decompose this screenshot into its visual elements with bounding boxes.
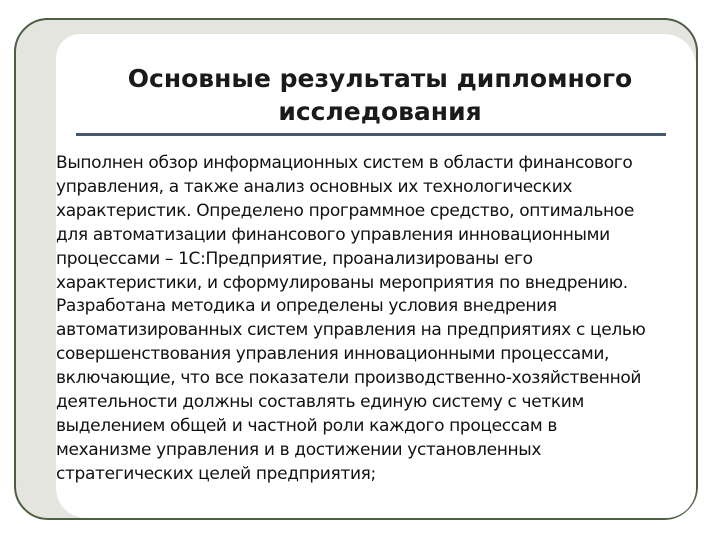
body-line: автоматизированных систем управления на предприятиях с целью (56, 320, 646, 341)
title-line: Основные результаты дипломного (127, 64, 633, 93)
body-line: стратегических целей предприятия; (56, 463, 376, 484)
body-line: деятельности должны составлять единую систему с четким (56, 392, 584, 413)
body-line: для автоматизации финансового управления инновационными (56, 224, 610, 245)
body-line: выделением общей и частной роли каждого процессам в (56, 415, 558, 436)
body-paragraph (56, 152, 692, 487)
slide-title (60, 62, 700, 128)
body-line: характеристик. Определено программное средство, оптимальное (56, 200, 634, 221)
body-line: механизме управления и в достижении установленных (56, 439, 542, 460)
body-line: совершенствования управления инновационными процессами, (56, 344, 610, 365)
body-line: процессами – 1С:Предприятие, проанализированы его (56, 248, 533, 269)
body-line: Разработана методика и определены условия внедрения (56, 296, 557, 317)
body-line: включающие, что все показатели производственно-хозяйственной (56, 368, 642, 389)
body-line: характеристики, и сформулированы мероприятия по внедрению. (56, 272, 628, 293)
title-line: исследования (278, 97, 482, 126)
title-underline (76, 133, 666, 136)
body-line: Выполнен обзор информационных систем в области финансового (56, 153, 633, 173)
body-line: управления, а также анализ основных их технологических (56, 176, 573, 197)
